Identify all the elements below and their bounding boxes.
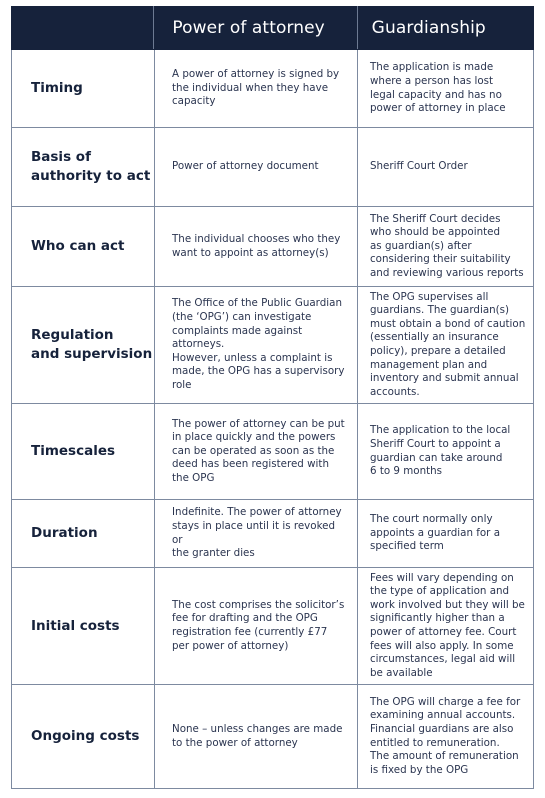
guardianship-cell: The OPG will charge a fee for examining annual accounts. Financial guardians are also entitled to remuneration. The amount of remuneration is fixed by the OPG [370, 695, 521, 776]
power-of-attorney-cell: Indefinite. The power of attorney stays in place until it is revoked or the granter dies [172, 506, 342, 560]
table-row-timing [11, 50, 534, 128]
power-of-attorney-cell: The individual chooses who they want to appoint as attorney(s) [172, 232, 341, 259]
table-row-basis-of-authority [11, 128, 534, 207]
row-label: Ongoing costs [31, 728, 140, 744]
table-row-duration [11, 500, 534, 568]
row-label: Timescales [31, 443, 116, 459]
row-label: Initial costs [31, 617, 120, 634]
power-of-attorney-cell: The Office of the Public Guardian (the ‘OPG’) can investigate complaints made against attorneys. However, unless a complaint is made, the OPG has a supervisory role [172, 297, 345, 391]
row-label: Who can act [31, 238, 125, 254]
comparison-table [11, 6, 534, 789]
power-of-attorney-cell: A power of attorney is signed by the individual when they have capacity [172, 68, 340, 108]
header-guardianship: Guardianship [371, 17, 486, 38]
header-power-of-attorney: Power of attorney [154, 6, 357, 49]
power-of-attorney-cell: The power of attorney can be put in place quickly and the powers can be operated as soon as the deed has been registered with the OPG [172, 417, 345, 484]
guardianship-cell: Fees will vary depending on the type of application and work involved but they will be significantly higher than a power of attorney fee. Court fees will also apply. In some circumstances, legal aid will be available [370, 571, 525, 679]
power-of-attorney-cell: The cost comprises the solicitor’s fee for drafting and the OPG registration fee (currently £77 per power of attorney) [172, 598, 345, 652]
guardianship-cell: The OPG supervises all guardians. The guardian(s) must obtain a bond of caution (essentially an insurance policy), prepare a detailed management plan and inventory and submit annual accounts. [370, 290, 526, 398]
guardianship-cell: Sheriff Court Order [370, 160, 468, 173]
row-label: Timing [31, 80, 83, 96]
power-of-attorney-cell: None – unless changes are made to the power of attorney [172, 722, 343, 749]
table-row-initial-costs [11, 568, 534, 685]
table-row-who-can-act [11, 207, 534, 287]
table-row-timescales [11, 404, 534, 500]
table-row-ongoing-costs [11, 685, 534, 789]
guardianship-cell: The court normally only appoints a guardian for a specified term [370, 513, 500, 553]
row-label: Basis of authority to act [31, 149, 151, 184]
guardianship-cell: The Sheriff Court decides who should be appointed as guardian(s) after considering their suitability and reviewing various reports [370, 212, 524, 279]
row-label: Regulation and supervision [31, 327, 153, 362]
guardianship-cell: The application is made where a person has lost legal capacity and has no power of attorney in place [370, 61, 506, 115]
guardianship-cell: The application to the local Sheriff Court to appoint a guardian can take around 6 to 9 months [370, 424, 511, 478]
power-of-attorney-cell: Power of attorney document [172, 160, 319, 173]
row-label: Duration [31, 525, 98, 541]
header-corner [11, 6, 154, 49]
table-header [11, 6, 534, 50]
table-row-regulation-and-supervision [11, 287, 534, 404]
